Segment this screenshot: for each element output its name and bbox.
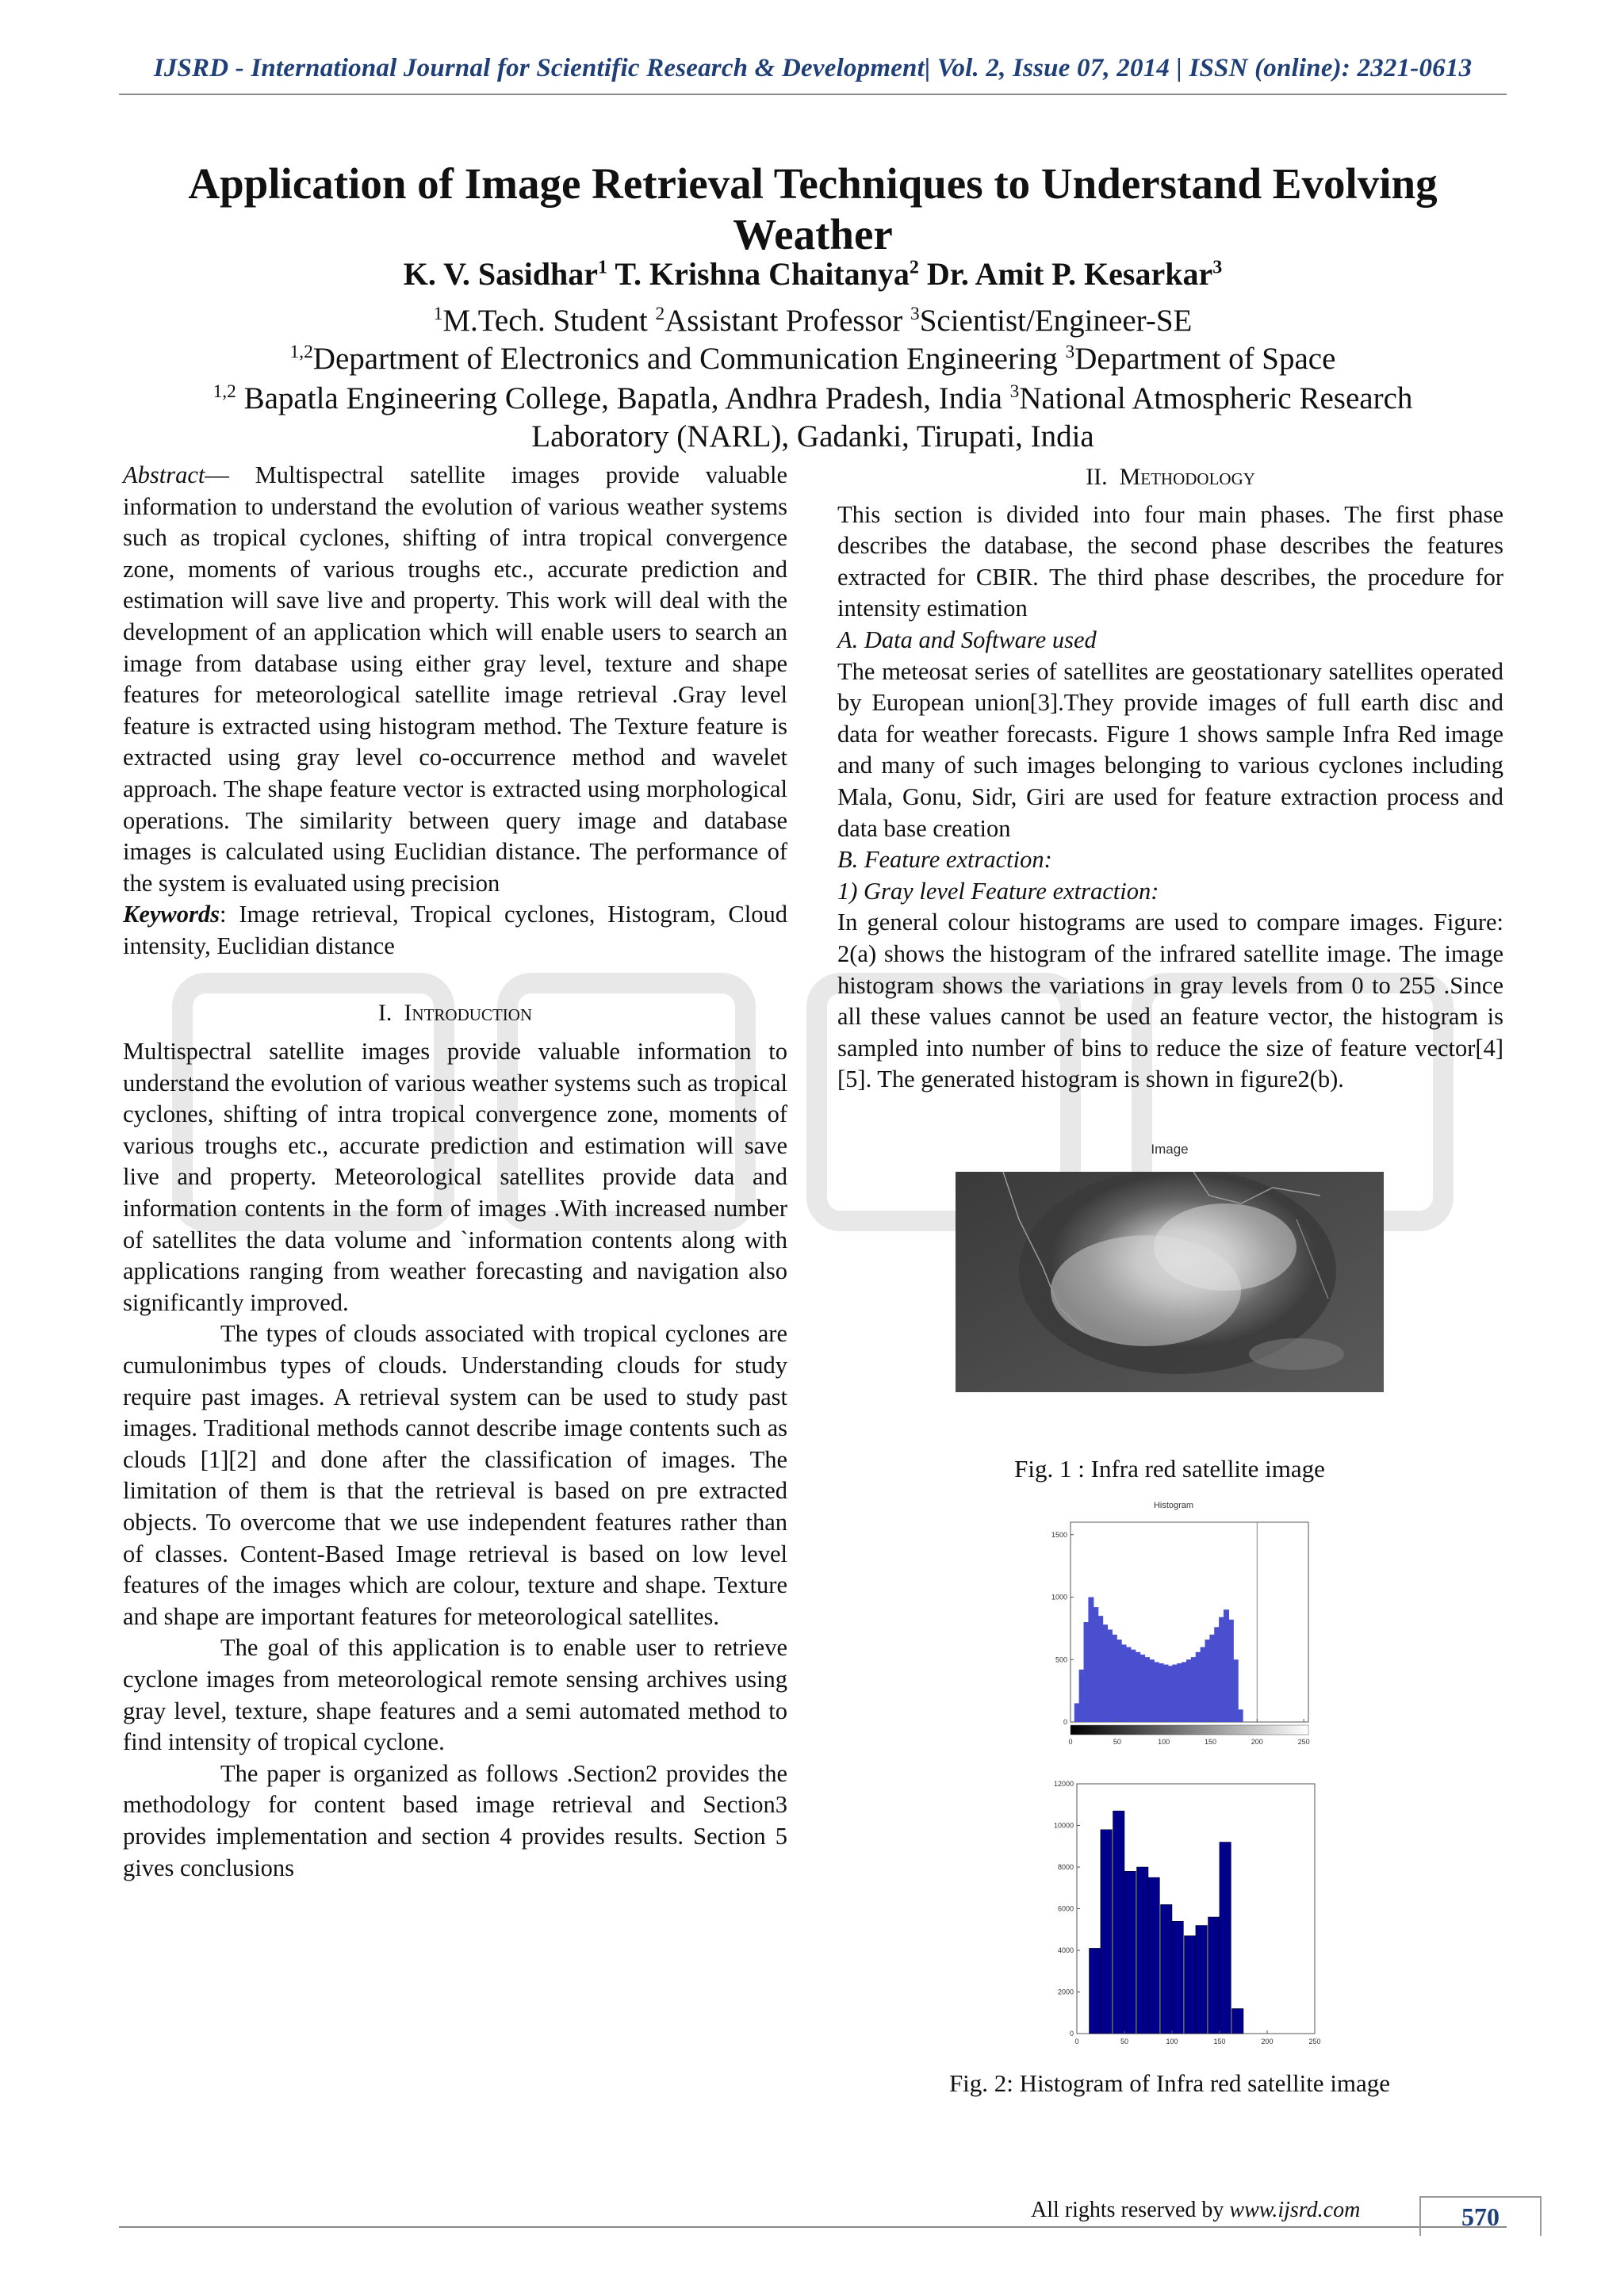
x-tick-label: 250	[1297, 1738, 1310, 1746]
figure-1-caption: Fig. 1 : Infra red satellite image	[1014, 1455, 1325, 1483]
role-3-sup: 3	[910, 304, 920, 324]
abstract-label: Abstract	[123, 461, 205, 488]
histogram-bar	[1090, 1948, 1101, 2034]
author-1-sup: 1	[598, 257, 608, 278]
x-tick-label: 100	[1158, 1738, 1170, 1746]
abstract-text: Multispectral satellite images provide valuable information to understand the evolution of various weather systems such as tropical cyclones, shifting of intra tropical convergence zone, moments of various troughs etc., accurate prediction and estimation will save live and property. This work will deal with the development of an application which will enable users to search an image from database using either gray level, texture and shape features for meteorological satellite image retrieval .Gray level feature is extracted using histogram method. The Texture feature is extracted using gray level co-occurrence method and wavelet approach. The shape feature vector is extracted using morphological operations. The similarity between query image and database images is calculated using Euclidian distance. The performance of the system is evaluated using precision	[123, 461, 787, 897]
figure-1-satellite-image	[956, 1172, 1384, 1392]
histogram-bar	[1238, 1709, 1243, 1722]
title-line-2: Weather	[733, 210, 893, 258]
journal-header: IJSRD - International Journal for Scientific Research & Development| Vol. 2, Issue 07, 2014 | ISSN (online): 2321-0613	[153, 54, 1473, 82]
histogram-bar	[1185, 1936, 1197, 2034]
histogram-bar	[1196, 1926, 1208, 2034]
intro-paragraph-1: Multispectral satellite images provide valuable information to understand the evolution of various weather systems such as tropical cyclones, shifting of intra tropical convergence zone, moments of various troughs etc., accurate prediction and estimation will save live and property. Meteorological satellites provide data and information contents in the form of images .With increased number of satellites the data volume and `information contents along with applications ranging from weather forecasting and navigation also significantly improved.	[123, 1038, 787, 1316]
histogram-bar	[1220, 1843, 1231, 2034]
y-tick-label: 8000	[1057, 1863, 1074, 1871]
methodology-heading-text: Methodology	[1119, 464, 1255, 490]
dept-2-sup: 3	[1065, 342, 1075, 362]
figure-1-title: Image	[1151, 1142, 1189, 1157]
title-line-1: Application of Image Retrieval Techniques to Understand Evolving	[188, 159, 1438, 208]
subsection-b-heading: B. Feature extraction:	[837, 846, 1052, 874]
intro-paragraph-3: The goal of this application is to enable user to retrieve cyclone images from meteorological remote sensing archives using gray level, texture, shape features and a semi automated method to find intensity of tropical cyclone.	[123, 1634, 787, 1756]
intro-paragraph-4: The paper is organized as follows .Section2 provides the methodology for content based image retrieval and Section3 provides implementation and section 4 provides results. Section 5 gives conclusions	[123, 1759, 787, 1881]
x-tick-label: 150	[1204, 1738, 1216, 1746]
role-1: M.Tech. Student	[442, 304, 656, 338]
methodology-heading	[837, 461, 1503, 493]
figure-2a-histogram-chart	[1031, 1506, 1332, 1752]
departments	[119, 333, 1507, 378]
footer-divider	[119, 2226, 1507, 2228]
role-2: Assistant Professor	[665, 304, 910, 338]
keywords	[123, 899, 787, 962]
histogram-bar	[1124, 1871, 1136, 2034]
y-tick-label: 0	[1069, 2030, 1074, 2038]
inst-1: Bapatla Engineering College, Bapatla, Andhra Pradesh, India	[236, 381, 1010, 415]
left-column	[123, 460, 787, 1884]
footer-site-link[interactable]: www.ijsrd.com	[1229, 2198, 1361, 2222]
histogram-bar	[1137, 1867, 1149, 2034]
inst-2: National Atmospheric Research	[1019, 381, 1413, 415]
histogram-bar	[1113, 1811, 1125, 2034]
keywords-text: : Image retrieval, Tropical cyclones, Histogram, Cloud intensity, Euclidian distance	[123, 901, 787, 959]
header-divider	[119, 94, 1507, 95]
histogram-bar	[1172, 1921, 1184, 2034]
figure-2a-title: Histogram	[1153, 1501, 1194, 1510]
figure-2b-histogram-chart	[1031, 1776, 1332, 2061]
x-tick-label: 200	[1261, 2038, 1274, 2045]
subsubsection-1-paragraph: In general colour histograms are used to compare images. Figure: 2(a) shows the histogram of the infrared satellite image. The image histogram shows the variations in gray levels from 0 to 255 .Since all these values cannot be used an feature vector, the histogram is sampled into number of bins to reduce the size of feature vector[4][5]. The generated histogram is shown in figure2(b).	[837, 909, 1503, 1093]
intro-heading	[123, 997, 787, 1029]
y-tick-label: 2000	[1057, 1988, 1074, 1996]
y-tick-label: 0	[1063, 1718, 1067, 1726]
author-1: K. V. Sasidhar	[403, 256, 599, 292]
author-3-sup: 3	[1212, 257, 1223, 278]
role-1-sup: 1	[433, 304, 443, 324]
role-3: Scientist/Engineer-SE	[919, 304, 1193, 338]
y-tick-label: 6000	[1057, 1904, 1074, 1913]
x-tick-label: 50	[1113, 1738, 1121, 1746]
dept-2: Department of Space	[1074, 342, 1336, 376]
x-tick-label: 150	[1213, 2038, 1226, 2045]
dept-1: Department of Electronics and Communication Engineering	[312, 342, 1066, 376]
y-tick-label: 1500	[1051, 1530, 1067, 1539]
inst-1-sup: 1,2	[213, 381, 236, 402]
subsection-a-paragraph: The meteosat series of satellites are geostationary satellites operated by European union[3].They provide images of full earth disc and data for weather forecasts. Figure 1 shows sample Infra Red image and many of such images belonging to various cyclones including Mala, Gonu, Sidr, Giri are used for feature extraction process and data base creation	[837, 657, 1503, 842]
inst-line-2: Laboratory (NARL), Gadanki, Tirupati, India	[531, 419, 1094, 453]
histogram-bar	[1101, 1830, 1113, 2034]
author-2-sup: 2	[909, 257, 919, 278]
y-tick-label: 1000	[1051, 1593, 1067, 1601]
right-column	[837, 461, 1503, 1096]
histogram-bar	[1232, 2009, 1244, 2034]
methodology-numeral: II.	[1086, 464, 1108, 490]
y-tick-label: 10000	[1053, 1821, 1074, 1830]
page-number: 570	[1419, 2196, 1542, 2236]
histogram-bar	[1161, 1904, 1173, 2034]
histogram-bar	[1208, 1917, 1220, 2034]
figure-2-caption: Fig. 2: Histogram of Infra red satellite image	[948, 2069, 1391, 2097]
gray-colorbar	[1071, 1725, 1308, 1735]
x-tick-label: 0	[1074, 2038, 1079, 2045]
subsubsection-1-heading: 1) Gray level Feature extraction:	[837, 877, 1159, 905]
y-tick-label: 4000	[1057, 1946, 1074, 1954]
methodology-paragraph-1: This section is divided into four main phases. The first phase describes the database, the second phase describes the features extracted for CBIR. The third phase describes, the procedure for intensity estimation	[837, 500, 1503, 622]
abstract-dash: —	[205, 461, 255, 488]
dept-1-sup: 1,2	[289, 342, 313, 362]
paper-title	[159, 159, 1467, 260]
y-tick-label: 12000	[1053, 1780, 1074, 1788]
author-2: T. Krishna Chaitanya	[607, 256, 910, 292]
author-list	[119, 255, 1507, 293]
intro-paragraph-2: The types of clouds associated with tropical cyclones are cumulonimbus types of clouds. Understanding clouds for study require past images. A retrieval system can be used to study past images. Traditional methods cannot describe image contents such as clouds [1][2] and done after the classification of images. The limitation of them is that the retrieval is based on pre extracted objects. To overcome that we use independent features rather than of classes. Content-Based Image retrieval is based on low level features of the images which are colour, texture and shape. Texture and shape are important features for meteorological satellites.	[123, 1320, 787, 1630]
institutions	[119, 373, 1507, 456]
histogram-bar	[1148, 1877, 1160, 2034]
author-3: Dr. Amit P. Kesarkar	[918, 256, 1213, 292]
inst-2-sup: 3	[1009, 381, 1020, 402]
x-tick-label: 100	[1166, 2038, 1178, 2045]
footer-rights-text: All rights reserved by	[1031, 2198, 1230, 2222]
abstract	[123, 460, 787, 899]
role-2-sup: 2	[655, 304, 665, 324]
subsection-a-heading: A. Data and Software used	[837, 626, 1097, 653]
keywords-label: Keywords	[123, 901, 220, 928]
x-tick-label: 250	[1308, 2038, 1321, 2045]
footer-rights	[1031, 2198, 1360, 2223]
intro-numeral: I.	[377, 999, 393, 1026]
intro-heading-text: Introduction	[404, 999, 533, 1026]
x-tick-label: 0	[1068, 1738, 1073, 1746]
x-tick-label: 50	[1120, 2038, 1129, 2045]
y-tick-label: 500	[1055, 1655, 1067, 1664]
x-tick-label: 200	[1251, 1738, 1263, 1746]
